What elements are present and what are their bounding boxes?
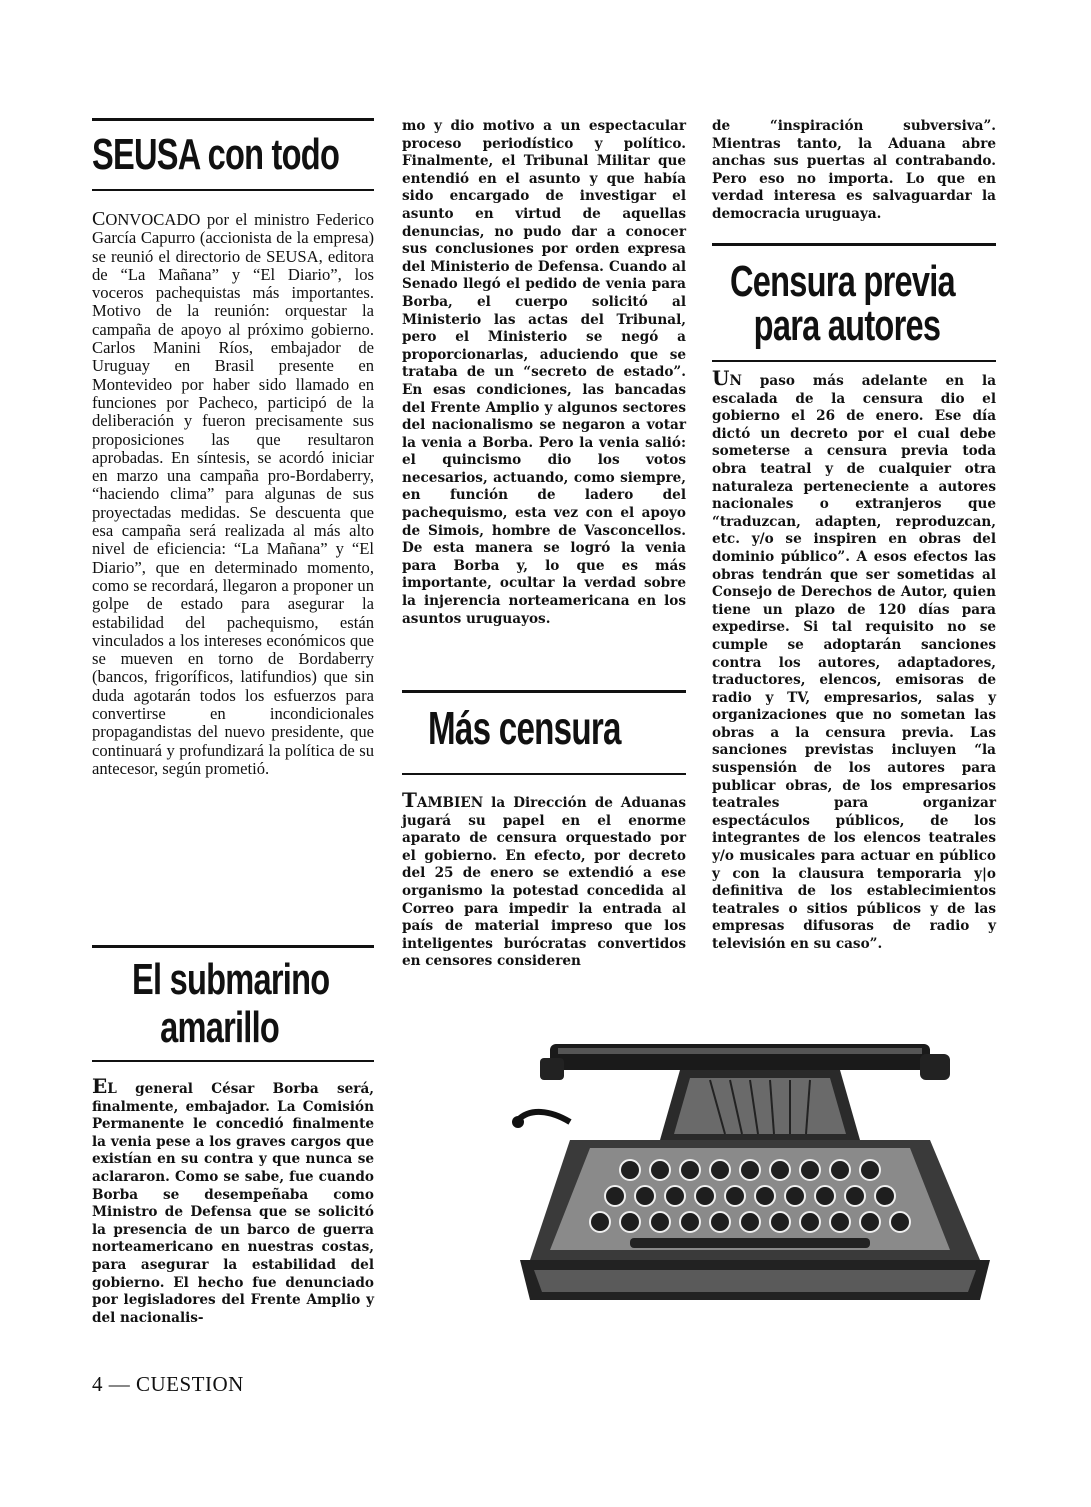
- censura-previa-dropcap: U: [712, 366, 730, 390]
- submarino-continuation: mo y dio motivo a un espectacular proceso periodístico y político. Finalmente, el Tribunal Militar que entendió en el asunto y que había sido encargado de investigar el asunto en virtud de aquellas denuncias, no pudo dar a conocer sus conclusiones por orden expresa del Ministerio de Defensa. Cuando al Senado llegó el pedido de venia para Borba, el cuerpo solicitó al Ministerio las actas del Tribunal, pero el Ministerio se negó a proporcionarlas, aduciendo que se trataba de un “secreto de estado”. En esas condiciones, las bancadas del Frente Amplio y algunos sectores del nacionalismo se negaron a votar la venia a Borba. Pero la venia salió: el quincismo dio los votos necesarios, actuando, como siempre, en función de ladero del pachequismo, esta vez con el apoyo de Simois, hombre de Vasconcellos. De esta manera se logró la venia para Borba y, lo que es más importante, ocultar la verdad sobre la injerencia norteamericana en los asuntos uruguayos.: [402, 118, 686, 627]
- seusa-headline: SEUSA con todo: [92, 130, 340, 179]
- seusa-article: [92, 210, 374, 778]
- mas-censura-headline: Más censura: [428, 702, 621, 754]
- mas-censura-continuation: de “inspiración subversiva”. Mientras tanto, la Aduana abre anchas sus puertas al contrabando. Pero eso no importa. Lo que en verdad interesa es salvaguardar la democracia uruguaya.: [712, 118, 996, 222]
- censura-previa-article: [712, 366, 997, 954]
- submarino-body: [92, 1074, 374, 1327]
- typewriter-icon: [510, 1030, 1000, 1330]
- top-rule: [92, 118, 374, 121]
- mas-censura-body: [402, 788, 686, 971]
- column-3: [712, 118, 996, 224]
- mas-censura-dropcap: T: [402, 788, 417, 812]
- seusa-body: [92, 210, 374, 778]
- submarino-rule: [92, 1060, 374, 1062]
- seusa-text: ONVOCADO por el ministro Federico García Capurro (accionista de la empresa) se reunió el directorio de SEUSA, editora de “La Mañana” y “El Diario”, los voceros pachequistas más importantes. Motivo de la reunión: orquestar la campaña de apoyo al próximo gobierno. Carlos Manini Ríos, embajador de Uruguay en Brasil presente en Montevideo por haber sido llamado en funciones por Pacheco, participó de la deliberación y fueron precisamente sus proposiciones las que resultaron aprobadas. En síntesis, se acordó iniciar en marzo una campaña pro-Bordaberry, “haciendo clima” para algunas de sus proyectadas medidas. Se descuenta que esa campaña será realizada al más alto nivel de eficiencia: “La Mañana” y “El Diario”, que en determinado momento, como se recordará, llegaron a proponer un golpe de estado para asegurar la estabilidad del pachequismo, están vinculados a los intereses económicos que se mueven en torno de Bordaberry (bancos, frigoríficos, latifundios) que sin duda agotarán todos los esfuerzos para convertirse en incondicionales propagandistas del nuevo presidente, que continuará y profundizará la política de su antecesor, según prometió.: [92, 210, 374, 778]
- page-footer: 4 — CUESTION: [92, 1372, 244, 1396]
- censura-previa-lead: N paso más adelante en la escalada de la censura dio el gobierno el 26 de enero.: [712, 373, 996, 425]
- censura-previa-body: [712, 366, 997, 954]
- submarino-headline-2: amarillo: [160, 1003, 280, 1052]
- mas-censura-top-rule: [402, 690, 686, 693]
- typewriter-illustration: [510, 1030, 1000, 1330]
- submarino-headline-1: El submarino: [132, 955, 330, 1004]
- submarino-text: L general César Borba será, finalmente, embajador. La Comisión Permanente le concedió finalmente la venia pese a los graves cargos que existían en su contra y que nunca se aclararon. Como se sabe, fue cuando Borba se desempeñaba como Ministro de Defensa que se solicitó la presencia de un barco de guerra norteamericano en nuestras costas, para asegurar la estabilidad del gobierno. El hecho fue denunciado por legisladores del Frente Amplio y del nacionalis-: [92, 1081, 374, 1326]
- submarino-heading-block: [92, 945, 374, 1062]
- censura-previa-heading-block: [712, 243, 996, 362]
- censura-previa-headline-2: para autores: [753, 301, 941, 350]
- mas-censura-rule: [402, 773, 686, 775]
- headline-rule: [92, 189, 374, 191]
- censura-previa-headline-1: Censura previa: [730, 257, 955, 306]
- seusa-dropcap: C: [92, 208, 106, 230]
- mas-censura-article: [402, 788, 686, 971]
- column-2: [402, 118, 686, 628]
- mas-censura-text: AMBIEN la Dirección de Aduanas jugará su papel en el enorme aparato de censura orquestado por el gobierno. En efecto, por decreto del 25 de enero se extendió a ese organismo la potestad concedida al Correo para impedir la entrada al país de material impreso que los inteligentes burócratas convertidos en censores consideren: [402, 795, 686, 970]
- censura-previa-rule: [712, 360, 996, 362]
- censura-previa-text: Ese día dictó un decreto por el cual debe someterse a censura previa toda obra teatral y de cualquier otra naturaleza perteneciente a autores nacionales o extranjeros que “traduzcan, adapten, reproduzcan, etc. y/o se inspiren en obras del dominio público”. A esos efectos las obras tendrán que ser sometidas al Consejo de Derechos de Autor, quien tiene un plazo de 120 días para expedirse. Si tal requisito no se cumple se adoptarán sanciones contra los autores, adaptadores, traductores, elencos, emisoras de radio y TV, empresarios, salas y organizaciones que no sometan las obras a la censura previa. Las sanciones previstas incluyen “la suspensión de los autores para publicar obras, de los empresarios teatrales para organizar espectáculos públicos, de los integrantes de los elencos teatrales y/o musicales para actuar en público y con la clausura temporaria y|o definitiva de los establecimientos teatrales o sitios públicos y de las empresas difusoras de radio y televisión en su caso”.: [712, 408, 997, 952]
- mas-censura-heading-block: [402, 690, 686, 775]
- censura-previa-top-rule: [712, 243, 996, 246]
- column-1: [92, 118, 374, 191]
- submarino-dropcap: E: [92, 1074, 108, 1098]
- submarino-article: [92, 1074, 374, 1327]
- submarino-top-rule: [92, 945, 374, 948]
